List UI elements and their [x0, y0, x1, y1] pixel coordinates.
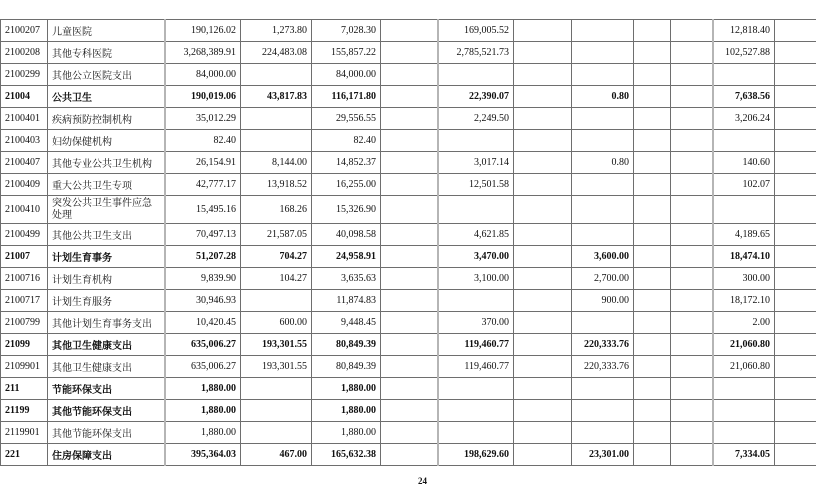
amount-cell-c3: 1,880.00 — [312, 400, 381, 422]
amount-cell-c1: 190,019.06 — [165, 86, 241, 108]
table-row — [1, 290, 816, 312]
amount-cell-c9 — [671, 290, 713, 312]
amount-cell-c1: 26,154.91 — [165, 152, 241, 174]
amount-cell-c3: 80,849.39 — [312, 356, 381, 378]
amount-cell-c3: 1,880.00 — [312, 378, 381, 400]
amount-cell-c6 — [514, 174, 572, 196]
amount-cell-c8 — [634, 42, 671, 64]
amount-cell-c7: 0.80 — [572, 86, 634, 108]
amount-cell-c1: 1,880.00 — [165, 422, 241, 444]
amount-cell-c5 — [438, 290, 514, 312]
subject-name-cell: 其他专科医院 — [48, 42, 165, 64]
amount-cell-c10 — [713, 64, 775, 86]
amount-cell-c5: 22,390.07 — [438, 86, 514, 108]
table-row — [1, 108, 816, 130]
table-row — [1, 196, 816, 224]
amount-cell-c5 — [438, 130, 514, 152]
amount-cell-c9 — [671, 312, 713, 334]
subject-name-cell: 其他卫生健康支出 — [48, 356, 165, 378]
subject-name-cell: 其他计划生育事务支出 — [48, 312, 165, 334]
amount-cell-c8 — [634, 290, 671, 312]
amount-cell-c3: 82.40 — [312, 130, 381, 152]
table-row — [1, 86, 816, 108]
amount-cell-c6 — [514, 400, 572, 422]
amount-cell-c5 — [438, 400, 514, 422]
amount-cell-c10 — [713, 196, 775, 224]
amount-cell-c8 — [634, 246, 671, 268]
amount-cell-c10: 3,206.24 — [713, 108, 775, 130]
table-row — [1, 130, 816, 152]
table-row — [1, 334, 816, 356]
amount-cell-c6 — [514, 20, 572, 42]
amount-cell-c2: 21,587.05 — [241, 224, 312, 246]
amount-cell-c7 — [572, 108, 634, 130]
subject-name-cell: 计划生育事务 — [48, 246, 165, 268]
amount-cell-c3: 1,880.00 — [312, 422, 381, 444]
amount-cell-c7 — [572, 196, 634, 224]
amount-cell-c9 — [671, 224, 713, 246]
amount-cell-c8 — [634, 174, 671, 196]
amount-cell-c3: 16,255.00 — [312, 174, 381, 196]
amount-cell-c11 — [775, 444, 816, 466]
amount-cell-c1: 395,364.03 — [165, 444, 241, 466]
amount-cell-c8 — [634, 130, 671, 152]
amount-cell-c1: 82.40 — [165, 130, 241, 152]
table-row — [1, 422, 816, 444]
amount-cell-c9 — [671, 20, 713, 42]
subject-name-cell: 突发公共卫生事件应急处理 — [48, 196, 165, 224]
amount-cell-c4 — [381, 42, 438, 64]
amount-cell-c11 — [775, 196, 816, 224]
table-row — [1, 224, 816, 246]
subject-code-cell: 2100407 — [1, 152, 48, 174]
subject-name-cell: 儿童医院 — [48, 20, 165, 42]
amount-cell-c6 — [514, 290, 572, 312]
amount-cell-c3: 29,556.55 — [312, 108, 381, 130]
amount-cell-c7: 2,700.00 — [572, 268, 634, 290]
subject-code-cell: 2100717 — [1, 290, 48, 312]
amount-cell-c6 — [514, 268, 572, 290]
amount-cell-c1: 51,207.28 — [165, 246, 241, 268]
amount-cell-c1: 635,006.27 — [165, 334, 241, 356]
amount-cell-c9 — [671, 334, 713, 356]
amount-cell-c5: 2,249.50 — [438, 108, 514, 130]
amount-cell-c7 — [572, 224, 634, 246]
amount-cell-c9 — [671, 422, 713, 444]
amount-cell-c2 — [241, 130, 312, 152]
amount-cell-c7: 900.00 — [572, 290, 634, 312]
amount-cell-c5 — [438, 64, 514, 86]
amount-cell-c4 — [381, 174, 438, 196]
amount-cell-c7 — [572, 130, 634, 152]
amount-cell-c6 — [514, 422, 572, 444]
amount-cell-c11 — [775, 224, 816, 246]
amount-cell-c2: 168.26 — [241, 196, 312, 224]
amount-cell-c10: 2.00 — [713, 312, 775, 334]
amount-cell-c7: 220,333.76 — [572, 334, 634, 356]
amount-cell-c5: 4,621.85 — [438, 224, 514, 246]
table-row — [1, 444, 816, 466]
subject-code-cell: 2100207 — [1, 20, 48, 42]
amount-cell-c7 — [572, 20, 634, 42]
subject-code-cell: 2100499 — [1, 224, 48, 246]
amount-cell-c2 — [241, 400, 312, 422]
amount-cell-c3: 40,098.58 — [312, 224, 381, 246]
amount-cell-c7 — [572, 174, 634, 196]
table-row — [1, 174, 816, 196]
amount-cell-c8 — [634, 444, 671, 466]
table-row — [1, 312, 816, 334]
subject-code-cell: 21099 — [1, 334, 48, 356]
amount-cell-c11 — [775, 334, 816, 356]
amount-cell-c10: 300.00 — [713, 268, 775, 290]
table-row — [1, 152, 816, 174]
amount-cell-c7: 0.80 — [572, 152, 634, 174]
amount-cell-c11 — [775, 312, 816, 334]
subject-name-cell: 计划生育服务 — [48, 290, 165, 312]
amount-cell-c10 — [713, 422, 775, 444]
amount-cell-c4 — [381, 422, 438, 444]
amount-cell-c1: 42,777.17 — [165, 174, 241, 196]
amount-cell-c3: 9,448.45 — [312, 312, 381, 334]
amount-cell-c11 — [775, 64, 816, 86]
amount-cell-c4 — [381, 290, 438, 312]
amount-cell-c7: 220,333.76 — [572, 356, 634, 378]
amount-cell-c10: 7,638.56 — [713, 86, 775, 108]
amount-cell-c3: 14,852.37 — [312, 152, 381, 174]
amount-cell-c10: 18,474.10 — [713, 246, 775, 268]
subject-code-cell: 21007 — [1, 246, 48, 268]
amount-cell-c6 — [514, 42, 572, 64]
amount-cell-c8 — [634, 422, 671, 444]
amount-cell-c5 — [438, 378, 514, 400]
subject-name-cell: 疾病预防控制机构 — [48, 108, 165, 130]
subject-code-cell: 2100401 — [1, 108, 48, 130]
subject-name-cell: 节能环保支出 — [48, 378, 165, 400]
amount-cell-c7 — [572, 64, 634, 86]
amount-cell-c2: 43,817.83 — [241, 86, 312, 108]
budget-table — [0, 19, 816, 466]
amount-cell-c9 — [671, 86, 713, 108]
amount-cell-c3: 80,849.39 — [312, 334, 381, 356]
subject-name-cell: 其他公共卫生支出 — [48, 224, 165, 246]
table-body — [1, 20, 816, 466]
amount-cell-c4 — [381, 246, 438, 268]
amount-cell-c11 — [775, 20, 816, 42]
amount-cell-c8 — [634, 334, 671, 356]
amount-cell-c9 — [671, 174, 713, 196]
amount-cell-c11 — [775, 290, 816, 312]
amount-cell-c3: 84,000.00 — [312, 64, 381, 86]
subject-code-cell: 2109901 — [1, 356, 48, 378]
amount-cell-c9 — [671, 64, 713, 86]
amount-cell-c11 — [775, 174, 816, 196]
subject-name-cell: 其他节能环保支出 — [48, 400, 165, 422]
amount-cell-c3: 3,635.63 — [312, 268, 381, 290]
amount-cell-c8 — [634, 224, 671, 246]
amount-cell-c9 — [671, 196, 713, 224]
amount-cell-c6 — [514, 246, 572, 268]
subject-code-cell: 2100799 — [1, 312, 48, 334]
amount-cell-c6 — [514, 108, 572, 130]
page-number: 24 — [418, 476, 427, 486]
amount-cell-c10: 4,189.65 — [713, 224, 775, 246]
amount-cell-c2: 193,301.55 — [241, 356, 312, 378]
subject-code-cell: 2100403 — [1, 130, 48, 152]
amount-cell-c10: 21,060.80 — [713, 356, 775, 378]
amount-cell-c4 — [381, 224, 438, 246]
amount-cell-c10: 102,527.88 — [713, 42, 775, 64]
amount-cell-c1: 190,126.02 — [165, 20, 241, 42]
amount-cell-c6 — [514, 64, 572, 86]
amount-cell-c2 — [241, 108, 312, 130]
amount-cell-c8 — [634, 356, 671, 378]
amount-cell-c9 — [671, 444, 713, 466]
amount-cell-c11 — [775, 268, 816, 290]
amount-cell-c8 — [634, 108, 671, 130]
subject-code-cell: 2100410 — [1, 196, 48, 224]
amount-cell-c8 — [634, 312, 671, 334]
subject-name-cell: 其他节能环保支出 — [48, 422, 165, 444]
subject-code-cell: 21199 — [1, 400, 48, 422]
amount-cell-c2: 1,273.80 — [241, 20, 312, 42]
amount-cell-c5: 3,017.14 — [438, 152, 514, 174]
subject-name-cell: 重大公共卫生专项 — [48, 174, 165, 196]
amount-cell-c5: 119,460.77 — [438, 356, 514, 378]
subject-name-cell: 计划生育机构 — [48, 268, 165, 290]
table-row — [1, 64, 816, 86]
amount-cell-c2: 224,483.08 — [241, 42, 312, 64]
amount-cell-c2: 467.00 — [241, 444, 312, 466]
amount-cell-c4 — [381, 152, 438, 174]
amount-cell-c9 — [671, 130, 713, 152]
amount-cell-c1: 1,880.00 — [165, 400, 241, 422]
amount-cell-c7 — [572, 312, 634, 334]
amount-cell-c8 — [634, 86, 671, 108]
subject-code-cell: 2100208 — [1, 42, 48, 64]
subject-code-cell: 2100716 — [1, 268, 48, 290]
amount-cell-c9 — [671, 42, 713, 64]
amount-cell-c7 — [572, 400, 634, 422]
amount-cell-c6 — [514, 356, 572, 378]
amount-cell-c4 — [381, 108, 438, 130]
amount-cell-c11 — [775, 378, 816, 400]
table-row — [1, 356, 816, 378]
amount-cell-c2 — [241, 422, 312, 444]
amount-cell-c2 — [241, 290, 312, 312]
amount-cell-c4 — [381, 356, 438, 378]
amount-cell-c5 — [438, 196, 514, 224]
amount-cell-c9 — [671, 356, 713, 378]
amount-cell-c1: 84,000.00 — [165, 64, 241, 86]
amount-cell-c4 — [381, 378, 438, 400]
amount-cell-c4 — [381, 400, 438, 422]
amount-cell-c2: 193,301.55 — [241, 334, 312, 356]
amount-cell-c11 — [775, 42, 816, 64]
amount-cell-c2 — [241, 378, 312, 400]
amount-cell-c8 — [634, 268, 671, 290]
table-row — [1, 378, 816, 400]
amount-cell-c1: 635,006.27 — [165, 356, 241, 378]
subject-code-cell: 2100299 — [1, 64, 48, 86]
amount-cell-c4 — [381, 130, 438, 152]
table-row — [1, 42, 816, 64]
amount-cell-c11 — [775, 356, 816, 378]
amount-cell-c10: 140.60 — [713, 152, 775, 174]
amount-cell-c5: 2,785,521.73 — [438, 42, 514, 64]
subject-name-cell: 妇幼保健机构 — [48, 130, 165, 152]
amount-cell-c10 — [713, 400, 775, 422]
amount-cell-c4 — [381, 312, 438, 334]
amount-cell-c1: 3,268,389.91 — [165, 42, 241, 64]
amount-cell-c5: 12,501.58 — [438, 174, 514, 196]
amount-cell-c4 — [381, 86, 438, 108]
subject-code-cell: 211 — [1, 378, 48, 400]
amount-cell-c1: 30,946.93 — [165, 290, 241, 312]
amount-cell-c9 — [671, 152, 713, 174]
amount-cell-c9 — [671, 246, 713, 268]
amount-cell-c6 — [514, 196, 572, 224]
amount-cell-c5: 119,460.77 — [438, 334, 514, 356]
amount-cell-c11 — [775, 422, 816, 444]
table-row — [1, 246, 816, 268]
amount-cell-c10: 12,818.40 — [713, 20, 775, 42]
amount-cell-c1: 35,012.29 — [165, 108, 241, 130]
amount-cell-c9 — [671, 378, 713, 400]
amount-cell-c8 — [634, 64, 671, 86]
amount-cell-c2: 600.00 — [241, 312, 312, 334]
amount-cell-c11 — [775, 400, 816, 422]
amount-cell-c4 — [381, 334, 438, 356]
amount-cell-c1: 10,420.45 — [165, 312, 241, 334]
amount-cell-c10: 18,172.10 — [713, 290, 775, 312]
amount-cell-c3: 155,857.22 — [312, 42, 381, 64]
amount-cell-c2: 704.27 — [241, 246, 312, 268]
amount-cell-c6 — [514, 378, 572, 400]
amount-cell-c4 — [381, 20, 438, 42]
amount-cell-c11 — [775, 130, 816, 152]
subject-code-cell: 221 — [1, 444, 48, 466]
amount-cell-c8 — [634, 378, 671, 400]
amount-cell-c1: 15,495.16 — [165, 196, 241, 224]
table-row — [1, 268, 816, 290]
amount-cell-c6 — [514, 152, 572, 174]
amount-cell-c10 — [713, 130, 775, 152]
subject-name-cell: 其他卫生健康支出 — [48, 334, 165, 356]
amount-cell-c6 — [514, 86, 572, 108]
amount-cell-c2: 8,144.00 — [241, 152, 312, 174]
amount-cell-c4 — [381, 196, 438, 224]
subject-code-cell: 2119901 — [1, 422, 48, 444]
amount-cell-c8 — [634, 20, 671, 42]
amount-cell-c5: 3,470.00 — [438, 246, 514, 268]
amount-cell-c9 — [671, 268, 713, 290]
amount-cell-c8 — [634, 196, 671, 224]
amount-cell-c3: 24,958.91 — [312, 246, 381, 268]
amount-cell-c5 — [438, 422, 514, 444]
amount-cell-c1: 70,497.13 — [165, 224, 241, 246]
subject-name-cell: 公共卫生 — [48, 86, 165, 108]
amount-cell-c6 — [514, 334, 572, 356]
amount-cell-c11 — [775, 108, 816, 130]
amount-cell-c3: 116,171.80 — [312, 86, 381, 108]
amount-cell-c7 — [572, 42, 634, 64]
subject-code-cell: 2100409 — [1, 174, 48, 196]
amount-cell-c3: 11,874.83 — [312, 290, 381, 312]
subject-name-cell: 其他公立医院支出 — [48, 64, 165, 86]
amount-cell-c3: 15,326.90 — [312, 196, 381, 224]
amount-cell-c11 — [775, 86, 816, 108]
amount-cell-c11 — [775, 152, 816, 174]
amount-cell-c4 — [381, 268, 438, 290]
amount-cell-c9 — [671, 400, 713, 422]
amount-cell-c4 — [381, 64, 438, 86]
amount-cell-c6 — [514, 130, 572, 152]
amount-cell-c6 — [514, 444, 572, 466]
amount-cell-c11 — [775, 246, 816, 268]
amount-cell-c7 — [572, 422, 634, 444]
amount-cell-c5: 198,629.60 — [438, 444, 514, 466]
amount-cell-c3: 7,028.30 — [312, 20, 381, 42]
subject-name-cell: 其他专业公共卫生机构 — [48, 152, 165, 174]
amount-cell-c8 — [634, 400, 671, 422]
amount-cell-c10: 21,060.80 — [713, 334, 775, 356]
amount-cell-c5: 3,100.00 — [438, 268, 514, 290]
amount-cell-c1: 9,839.90 — [165, 268, 241, 290]
amount-cell-c7: 23,301.00 — [572, 444, 634, 466]
subject-code-cell: 21004 — [1, 86, 48, 108]
amount-cell-c6 — [514, 312, 572, 334]
amount-cell-c8 — [634, 152, 671, 174]
amount-cell-c5: 370.00 — [438, 312, 514, 334]
amount-cell-c2: 13,918.52 — [241, 174, 312, 196]
subject-name-cell: 住房保障支出 — [48, 444, 165, 466]
amount-cell-c10: 7,334.05 — [713, 444, 775, 466]
amount-cell-c10 — [713, 378, 775, 400]
amount-cell-c7 — [572, 378, 634, 400]
amount-cell-c2: 104.27 — [241, 268, 312, 290]
amount-cell-c10: 102.07 — [713, 174, 775, 196]
table-row — [1, 20, 816, 42]
amount-cell-c7: 3,600.00 — [572, 246, 634, 268]
amount-cell-c5: 169,005.52 — [438, 20, 514, 42]
amount-cell-c2 — [241, 64, 312, 86]
amount-cell-c3: 165,632.38 — [312, 444, 381, 466]
table-row — [1, 400, 816, 422]
amount-cell-c6 — [514, 224, 572, 246]
amount-cell-c1: 1,880.00 — [165, 378, 241, 400]
amount-cell-c9 — [671, 108, 713, 130]
amount-cell-c4 — [381, 444, 438, 466]
